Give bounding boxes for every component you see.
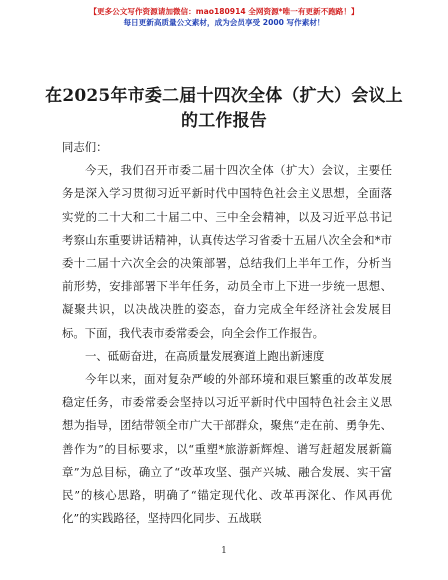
section-heading-1: 一、砥砺奋进，在高质量发展赛道上跑出新速度 xyxy=(85,348,325,363)
paragraph-section-1: 今年以来，面对复杂严峻的外部环境和艰巨繁重的改革发展稳定任务，市委常委会坚持以习近平新时代中国特色社会主义思想为指导，团结带领全市广大干部群众，聚焦“走在前、勇争先、善作为”的目标要求，以“重塑*旅游新辉煌、谱写赶超发展新篇章”为总目标，确立了“改革攻坚、强产兴城、融合发展、实干富民”的核心思路，明确了“锚定现代化、改革再深化、作风再优化”的实践路径，坚持四化同步、五战联 xyxy=(62,372,392,526)
document-body xyxy=(62,136,392,530)
document-title: 在2025年市委二届十四次全体（扩大）会议上的工作报告 xyxy=(45,86,403,131)
page-number: 1 xyxy=(221,546,227,556)
promo-banner xyxy=(0,6,448,28)
greeting: 同志们： xyxy=(62,140,108,154)
paragraph-opening: 今天，我们召开市委二届十四次全体（扩大）会议，主要任务是深入学习贯彻习近平新时代中国特色社会主义思想，全面落实党的二十大和二十届二中、三中全会精神，以及习近平总书记考察山东重要讲话精神，认真传达学习省委十五届八次全会和*市委十二届十六次全会的决策部署，总结我们上半年工作，分析当前形势，安排部署下半年任务，动员全市上下进一步统一思想、凝聚共识，以决战决胜的姿态，奋力完成全年经济社会发展目标。下面，我代表市委常委会，向全会作工作报告。 xyxy=(62,163,392,340)
promo-banner-line-1: 【更多公文写作资源请加微信：mao180914 全网资源*唯一有更新不跑路！】 xyxy=(89,7,359,16)
promo-banner-line-2: 每日更新高质量公文素材，成为会员享受 2000 写作素材！ xyxy=(123,18,325,27)
